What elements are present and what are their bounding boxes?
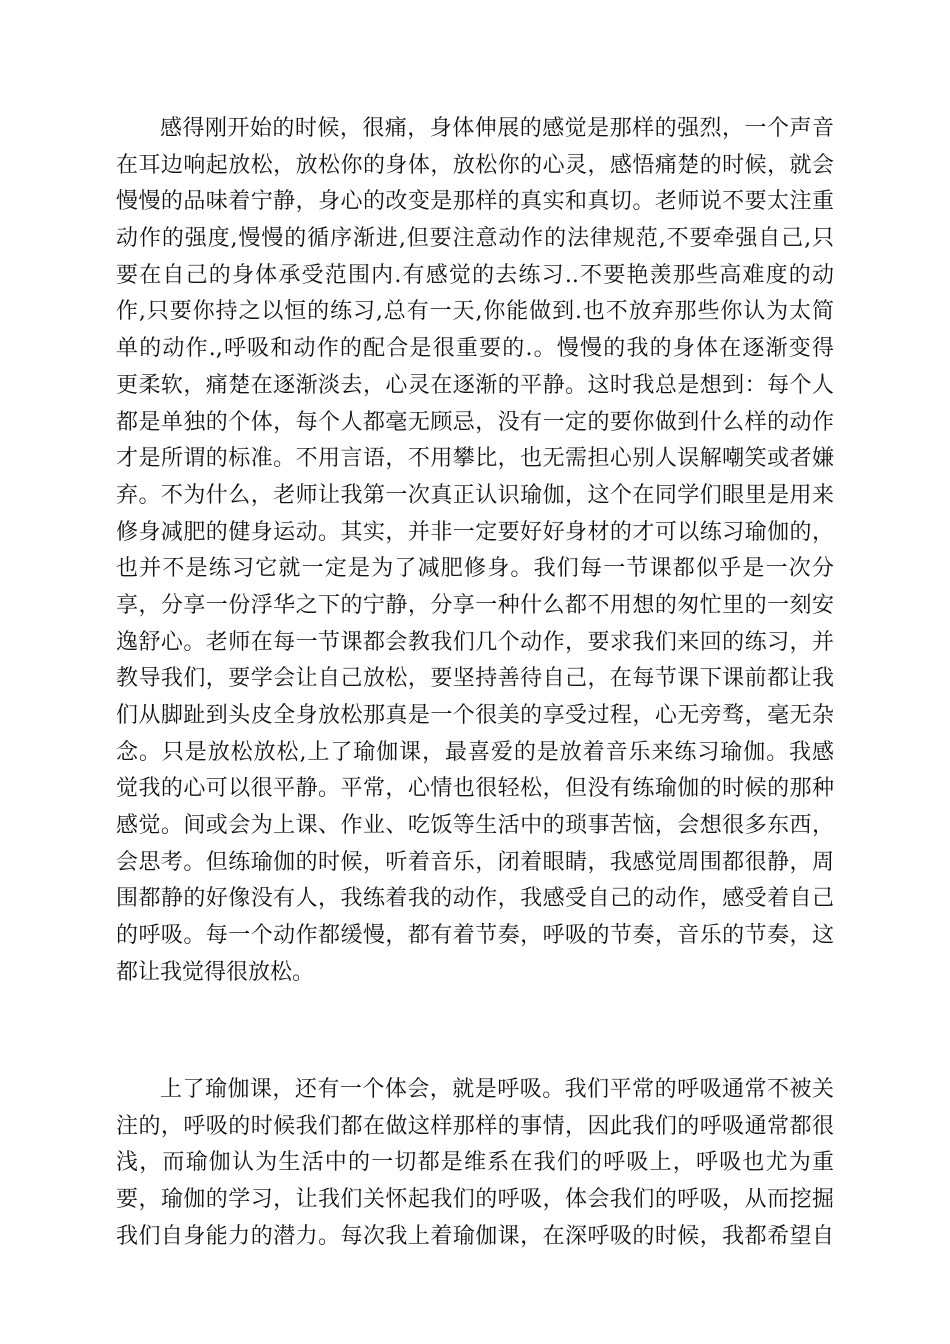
paragraph-2 xyxy=(116,1072,834,1255)
text-line: 会思考。但练瑜伽的时候，听着音乐，闭着眼睛，我感觉周围都很静，周 xyxy=(116,849,834,875)
text-line: 都让我觉得很放松。 xyxy=(116,959,315,985)
text-line: 觉我的心可以很平静。平常，心情也很轻松，但没有练瑜伽的时候的那种 xyxy=(116,776,834,802)
text-line: 感得刚开始的时候，很痛，身体伸展的感觉是那样的强烈，一个声音 xyxy=(160,116,834,141)
text-line: 动作的强度,慢慢的循序渐进,但要注意动作的法律规范,不要牵强自己,只 xyxy=(116,226,834,252)
text-line: 慢慢的品味着宁静，身心的改变是那样的真实和真切。老师说不要太注重 xyxy=(116,189,834,215)
text-line: 单的动作.,呼吸和动作的配合是很重要的.。慢慢的我的身体在逐渐变得 xyxy=(116,336,834,362)
text-line: 感觉。间或会为上课、作业、吃饭等生活中的琐事苦恼，会想很多东西， xyxy=(116,813,834,839)
paragraph-1 xyxy=(116,111,834,992)
text-line: 浅，而瑜伽认为生活中的一切都是维系在我们的呼吸上，呼吸也尤为重 xyxy=(116,1150,834,1176)
text-line: 在耳边响起放松，放松你的身体，放松你的心灵，感悟痛楚的时候，就会 xyxy=(116,152,834,178)
text-line: 要在自己的身体承受范围内.有感觉的去练习..不要艳羡那些高难度的动 xyxy=(116,262,834,288)
text-line: 享，分享一份浮华之下的宁静，分享一种什么都不用想的匆忙里的一刻安 xyxy=(116,592,834,618)
text-line: 修身减肥的健身运动。其实，并非一定要好好身材的才可以练习瑜伽的， xyxy=(116,519,834,545)
text-line: 围都静的好像没有人，我练着我的动作，我感受自己的动作，感受着自己 xyxy=(116,886,834,912)
text-line: 弃。不为什么，老师让我第一次真正认识瑜伽，这个在同学们眼里是用来 xyxy=(116,482,834,508)
text-line: 注的，呼吸的时候我们都在做这样那样的事情，因此我们的呼吸通常都很 xyxy=(116,1113,834,1139)
text-line: 念。只是放松放松,上了瑜伽课，最喜爱的是放着音乐来练习瑜伽。我感 xyxy=(116,739,834,765)
text-line: 更柔软，痛楚在逐渐淡去，心灵在逐渐的平静。这时我总是想到：每个人 xyxy=(116,372,834,398)
text-line: 我们自身能力的潜力。每次我上着瑜伽课，在深呼吸的时候，我都希望自 xyxy=(116,1223,834,1249)
text-line: 的呼吸。每一个动作都缓慢，都有着节奏，呼吸的节奏，音乐的节奏，这 xyxy=(116,923,834,949)
text-line: 要，瑜伽的学习，让我们关怀起我们的呼吸，体会我们的呼吸，从而挖掘 xyxy=(116,1187,834,1213)
text-line: 作,只要你持之以恒的练习,总有一天,你能做到.也不放弃那些你认为太简 xyxy=(116,299,834,325)
text-line: 们从脚趾到头皮全身放松那真是一个很美的享受过程，心无旁骛，毫无杂 xyxy=(116,703,834,728)
text-line: 也并不是练习它就一定是为了减肥修身。我们每一节课都似乎是一次分 xyxy=(116,556,834,582)
text-line: 才是所谓的标准。不用言语，不用攀比，也无需担心别人误解嘲笑或者嫌 xyxy=(116,446,834,472)
text-line: 逸舒心。老师在每一节课都会教我们几个动作，要求我们来回的练习，并 xyxy=(116,629,834,655)
text-line: 都是单独的个体，每个人都毫无顾忌，没有一定的要你做到什么样的动作 xyxy=(116,409,834,435)
text-line: 教导我们，要学会让自己放松，要坚持善待自己，在每节课下课前都让我 xyxy=(116,666,834,692)
text-line: 上了瑜伽课，还有一个体会，就是呼吸。我们平常的呼吸通常不被关 xyxy=(160,1077,834,1102)
